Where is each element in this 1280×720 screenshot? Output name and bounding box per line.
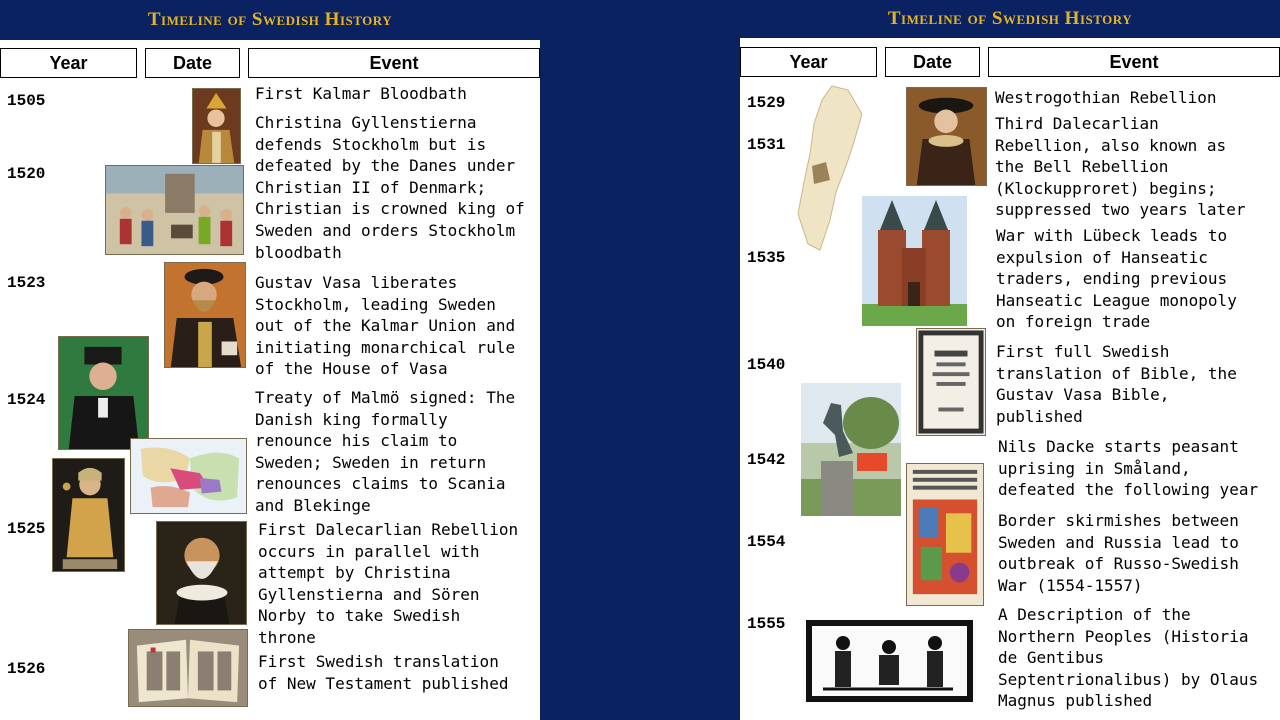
event-column-header: Event	[988, 47, 1280, 77]
year-label: 1529	[747, 94, 786, 112]
timeline-panel-left	[0, 0, 540, 720]
year-label: 1540	[747, 356, 786, 374]
gustav-vasa-portrait-icon	[164, 262, 246, 368]
year-label: 1542	[747, 451, 786, 469]
event-text: Christina Gyllenstierna defends Stockholm but is defeated by the Danes under Christian II of Denmark; Christian is crowned king of Sweden and orders Stockholm bloodbath	[255, 113, 525, 262]
event-text: Border skirmishes between Sweden and Russia lead to outbreak of Russo-Swedish War (1554-1557)	[998, 511, 1239, 595]
timeline-panel-right	[740, 0, 1280, 720]
bible-title-page-icon	[916, 328, 986, 436]
year-label: 1505	[7, 92, 46, 110]
year-column-header: Year	[0, 48, 137, 78]
woman-portrait-icon	[906, 87, 987, 186]
sweden-map-icon	[792, 84, 868, 254]
year-label: 1535	[747, 249, 786, 267]
date-column-header: Date	[885, 47, 980, 77]
panel-title: Timeline of Swedish History	[0, 0, 540, 40]
year-label: 1554	[747, 533, 786, 551]
event-text: First Dalecarlian Rebellion occurs in parallel with attempt by Christina Gyllenstierna and Sören Norby to take Swedish throne	[258, 520, 519, 647]
event-text: First Kalmar Bloodbath	[255, 84, 467, 103]
date-column-header: Date	[145, 48, 240, 78]
woodcut-icon	[803, 619, 976, 703]
year-label: 1525	[7, 520, 46, 538]
statue-icon	[801, 383, 901, 516]
book-icon	[128, 629, 248, 707]
event-text: Treaty of Malmö signed: The Danish king formally renounce his claim to Sweden; Sweden in return renounces claims to Scania and Blekinge	[255, 388, 516, 515]
event-text: War with Lübeck leads to expulsion of Hanseatic traders, ending previous Hanseatic League monopoly on foreign trade	[996, 226, 1237, 332]
event-text: Third Dalecarlian Rebellion, also known as the Bell Rebellion (Klockupproret) begins; suppressed two years later	[995, 114, 1246, 220]
manuscript-icon	[906, 463, 984, 606]
event-text: First full Swedish translation of Bible, the Gustav Vasa Bible, published	[996, 342, 1237, 426]
event-text: Westrogothian Rebellion	[995, 88, 1217, 107]
event-column-header: Event	[248, 48, 540, 78]
year-label: 1531	[747, 136, 786, 154]
man-portrait-icon	[58, 336, 149, 450]
year-label: 1520	[7, 165, 46, 183]
event-text: Gustav Vasa liberates Stockholm, leading Sweden out of the Kalmar Union and initiating monarchical rule of the House of Vasa	[255, 273, 516, 379]
map-icon	[130, 438, 247, 514]
year-label: 1523	[7, 274, 46, 292]
year-label: 1555	[747, 615, 786, 633]
bearded-man-portrait-icon	[156, 521, 247, 625]
event-text: A Description of the Northern Peoples (Historia de Gentibus Septentrionalibus) by Olaus Magnus published	[998, 605, 1259, 711]
bishop-portrait-icon	[192, 88, 241, 164]
year-column-header: Year	[740, 47, 877, 77]
year-label: 1524	[7, 391, 46, 409]
bloodbath-painting-icon	[105, 165, 244, 255]
event-text: First Swedish translation of New Testament published	[258, 652, 509, 693]
event-text: Nils Dacke starts peasant uprising in Småland, defeated the following year	[998, 437, 1259, 500]
christina-portrait-icon	[52, 458, 125, 572]
panel-title: Timeline of Swedish History	[740, 0, 1280, 38]
year-label: 1526	[7, 660, 46, 678]
holstentor-icon	[862, 196, 967, 326]
